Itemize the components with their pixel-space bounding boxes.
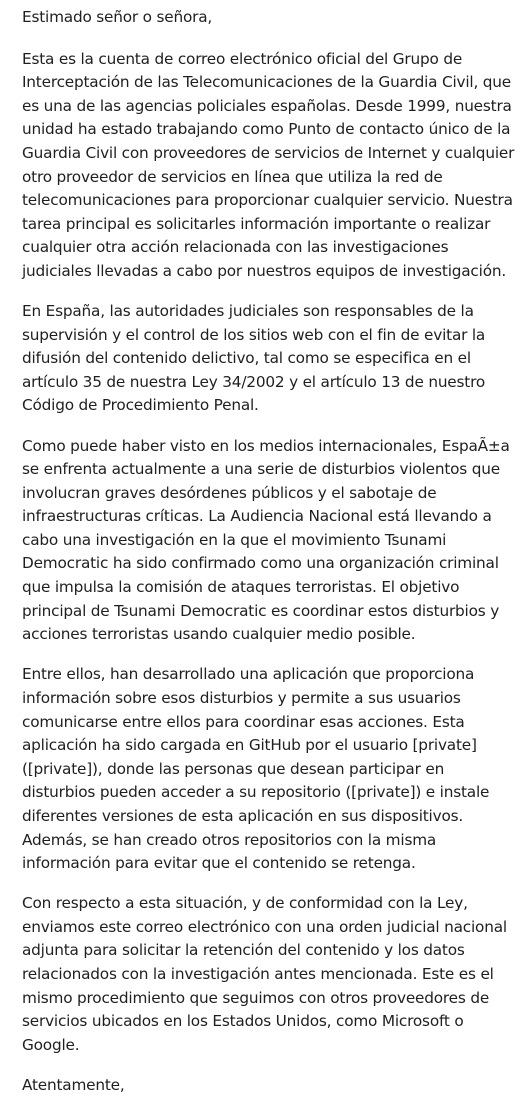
- paragraph-application: Entre ellos, han desarrollado una aplicación que proporciona información sobre esos disturbios y permite a sus usuarios comunicarse entre ellos para coordinar esas acciones. Esta aplicación ha sido cargada en GitHub por el usuario [private] ([private]), donde las personas que desean participar en disturbios pueden acceder a su repositorio ([private]) e instale diferentes versiones de esta aplicación en sus dispositivos. Además, se han creado otros repositorios con la misma información para evitar que el contenido se retenga.: [22, 665, 490, 873]
- paragraph-intro: Esta es la cuenta de correo electrónico oficial del Grupo de Interceptación de las Telecomunicaciones de la Guardia Civil, que es una de las agencias policiales españolas. Desde 1999, nuestra unidad ha estado trabajando como Punto de contacto único de la Guardia Civil con proveedores de servicios de Internet y cualquier otro proveedor de servicios en línea que utiliza la red de telecomunicaciones para proporcionar cualquier servicio. Nuestra tarea principal es solicitarles información importante o realizar cualquier otra acción relacionada con las investigaciones judiciales llevadas a cabo por nuestros equipos de investigación.: [22, 49, 515, 280]
- paragraph-context: Como puede haber visto en los medios internacionales, EspaÃ±a se enfrenta actualmente a una serie de disturbios violentos que involucran graves desórdenes públicos y el sabotaje de infraestructuras críticas. La Audiencia Nacional está llevando a cabo una investigación en la que el movimiento Tsunami Democratic ha sido confirmado como una organización criminal que impulsa la comisión de ataques terroristas. El objetivo principal de Tsunami Democratic es coordinar estos disturbios y acciones terroristas usando cualquier medio posible.: [22, 436, 510, 644]
- greeting: Estimado señor o señora,: [22, 8, 213, 26]
- paragraph-request: Con respecto a esta situación, y de conformidad con la Ley, enviamos este correo electrónico con una orden judicial nacional adjunta para solicitar la retención del contenido y los datos relacionados con la investigación antes mencionada. Este es el mismo procedimiento que seguimos con otros proveedores de servicios ubicados en los Estados Unidos, como Microsoft o Google.: [22, 894, 507, 1054]
- closing: Atentamente,: [22, 1075, 125, 1094]
- paragraph-legal-basis: En España, las autoridades judiciales son responsables de la supervisión y el control de los sitios web con el fin de evitar la difusión del contenido delictivo, tal como se especifica en el artículo 35 de nuestra Ley 34/2002 y el artículo 13 de nuestro Código de Procedimiento Penal.: [22, 302, 486, 415]
